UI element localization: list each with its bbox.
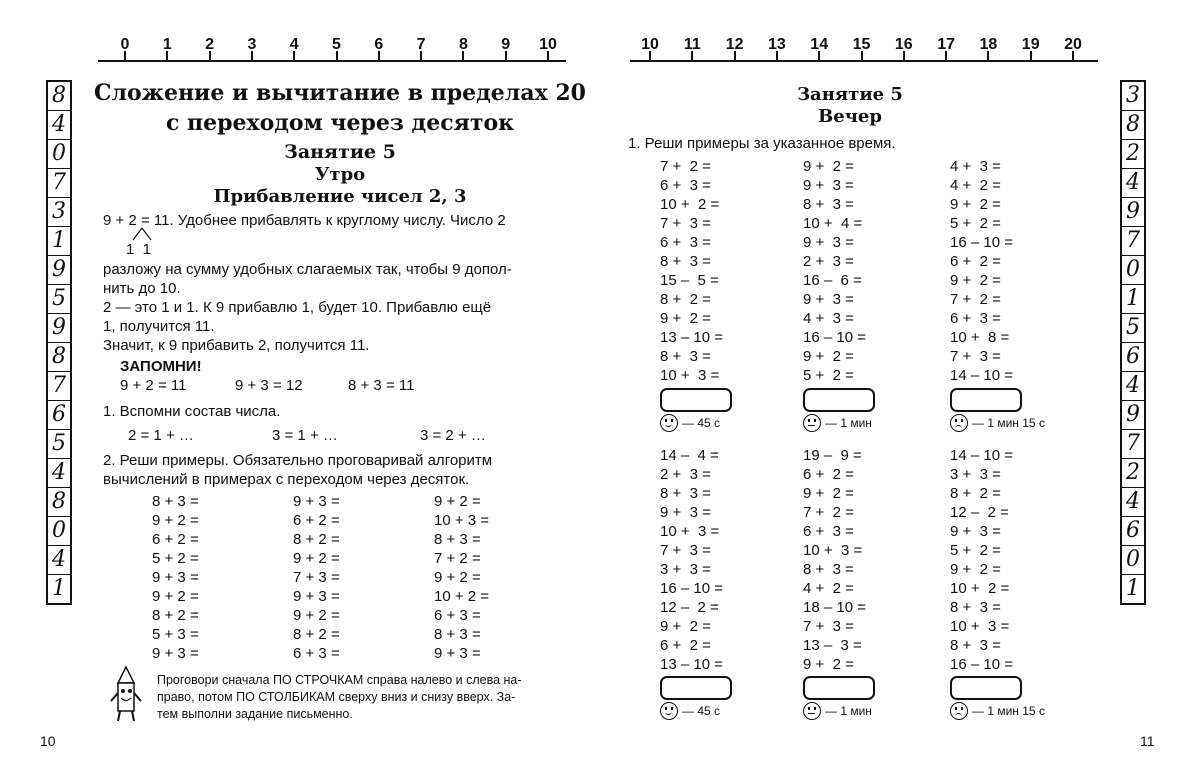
answer-time-box: [803, 676, 875, 700]
remember-item: 9 + 3 = 12: [235, 377, 303, 394]
math-example: 6 + 2 =: [950, 253, 1001, 270]
ruler-number: 15: [852, 36, 871, 53]
math-example: 5 + 2 =: [803, 367, 854, 384]
task2-heading: 2. Реши примеры. Обязательно проговаривай алгоритм: [103, 452, 493, 469]
strip-digit: 1: [1126, 576, 1140, 601]
time-limit-label: [803, 702, 872, 720]
ruler-number: 10: [539, 36, 557, 53]
note-line: право, потом ПО СТОЛБИКАМ сверху вниз и снизу вверх. За-: [157, 690, 516, 704]
math-example: 8 + 2 =: [293, 626, 340, 643]
ruler-number: 16: [894, 36, 913, 53]
math-example: 7 + 3 =: [660, 215, 711, 232]
smiley-face-icon: [660, 702, 678, 720]
neutral-face-icon: [803, 414, 821, 432]
math-example: 7 + 2 =: [803, 504, 854, 521]
math-example: 8 + 3 =: [950, 599, 1001, 616]
math-example: 7 + 3 =: [293, 569, 340, 586]
strip-digit: 9: [48, 256, 70, 285]
strip-digit: 2: [1122, 459, 1144, 488]
strip-digit: 5: [48, 285, 70, 314]
math-example: 18 – 10 =: [803, 599, 866, 616]
strip-digit: 3: [1122, 82, 1144, 111]
remember-item: 8 + 3 = 11: [348, 377, 415, 394]
strip-digit: 7: [1122, 430, 1144, 459]
strip-digit: 4: [1122, 488, 1144, 517]
math-example: 4 + 3 =: [803, 310, 854, 327]
number-composition: 3 = 2 + …: [420, 427, 486, 444]
math-example: 7 + 3 =: [660, 542, 711, 559]
ruler-line: [630, 60, 1098, 62]
math-example: 6 + 3 =: [660, 234, 711, 251]
ruler-number: 4: [289, 36, 299, 53]
math-example: 16 – 6 =: [803, 272, 862, 289]
math-example: 9 + 3 =: [950, 523, 1001, 540]
math-example: 4 + 2 =: [803, 580, 854, 597]
math-example: 8 + 3 =: [660, 348, 711, 365]
session-heading: Утро: [314, 164, 366, 185]
explanation-line: 2 — это 1 и 1. К 9 прибавлю 1, будет 10. Прибавлю ещё: [103, 299, 492, 316]
math-example: 10 + 3 =: [950, 618, 1010, 635]
math-example: 9 + 2 =: [434, 569, 481, 586]
math-example: 9 + 2 =: [660, 310, 711, 327]
math-example: 8 + 3 =: [803, 561, 854, 578]
sad-face-icon: [950, 702, 968, 720]
math-example: 8 + 3 =: [434, 626, 481, 643]
math-example: 6 + 2 =: [660, 637, 711, 654]
math-example: 10 + 3 =: [660, 523, 720, 540]
ruler-number: 19: [1021, 36, 1040, 53]
lesson-heading: Занятие 5: [284, 141, 396, 163]
mouth: [665, 421, 672, 427]
math-example: 7 + 3 =: [950, 348, 1001, 365]
strip-digit: 0: [48, 140, 70, 169]
math-example: 10 + 2 =: [434, 588, 490, 605]
math-example: 8 + 3 =: [660, 485, 711, 502]
strip-digit: 3: [48, 198, 70, 227]
math-example: 3 + 3 =: [950, 466, 1001, 483]
math-example: 6 + 3 =: [803, 523, 854, 540]
math-example: 6 + 2 =: [293, 512, 340, 529]
math-example: 5 + 2 =: [152, 550, 199, 567]
math-example: 13 – 10 =: [660, 329, 723, 346]
ruler-number: 6: [374, 36, 384, 53]
note-line: тем выполни задание письменно.: [157, 707, 353, 721]
math-example: 9 + 2 =: [950, 196, 1001, 213]
math-example: 6 + 2 =: [803, 466, 854, 483]
math-example: 9 + 3 =: [660, 504, 711, 521]
strip-digit: 0: [1122, 256, 1144, 285]
strip-digit: 9: [48, 314, 70, 343]
math-example: 8 + 2 =: [660, 291, 711, 308]
mouth: [955, 713, 962, 719]
math-example: 9 + 2 =: [803, 158, 854, 175]
page-title-line1: Сложение и вычитание в пределах 20: [94, 80, 586, 106]
explanation-line: Значит, к 9 прибавить 2, получится 11.: [103, 337, 370, 354]
strip-digit: 6: [1122, 343, 1144, 372]
math-example: 19 – 9 =: [803, 447, 862, 464]
ruler-number: 1: [162, 36, 172, 53]
math-example: 15 – 5 =: [660, 272, 719, 289]
math-example: 14 – 4 =: [660, 447, 719, 464]
split-arrows-icon: [122, 227, 162, 241]
math-example: 2 + 3 =: [660, 466, 711, 483]
strip-digit: 6: [48, 401, 70, 430]
math-example: 14 – 10 =: [950, 447, 1013, 464]
time-limit-label: [660, 702, 720, 720]
ruler-number: 12: [725, 36, 744, 53]
math-example: 9 + 3 =: [152, 569, 199, 586]
time-limit-text: — 1 мин: [825, 704, 872, 718]
math-example: 9 + 3 =: [293, 493, 340, 510]
sad-face-icon: [950, 414, 968, 432]
task1-heading: 1. Реши примеры за указанное время.: [628, 135, 896, 152]
explanation-line: нить до 10.: [103, 280, 181, 297]
math-example: 8 + 3 =: [434, 531, 481, 548]
strip-digit: 4: [48, 111, 70, 140]
math-example: 2 + 3 =: [803, 253, 854, 270]
time-limit-label: [803, 414, 872, 432]
math-example: 5 + 3 =: [152, 626, 199, 643]
strip-digit: 0: [1122, 546, 1144, 575]
page-number-right: 11: [1140, 733, 1155, 749]
math-example: 9 + 3 =: [434, 645, 481, 662]
strip-digit: 4: [48, 459, 70, 488]
math-example: 12 – 2 =: [950, 504, 1009, 521]
ruler-number: 17: [937, 36, 955, 53]
strip-digit: 2: [1122, 140, 1144, 169]
mouth: [808, 425, 815, 426]
explanation-line: 9 + 2 = 11. Удобнее прибавлять к круглому числу. Число 2: [103, 212, 506, 229]
math-example: 9 + 2 =: [660, 618, 711, 635]
math-example: 9 + 2 =: [803, 348, 854, 365]
time-limit-text: — 1 мин: [825, 416, 872, 430]
explanation-line: разложу на сумму удобных слагаемых так, чтобы 9 допол-: [103, 261, 512, 278]
ruler-number: 0: [120, 36, 130, 53]
answer-time-box: [660, 388, 732, 412]
answer-time-box: [660, 676, 732, 700]
math-example: 6 + 3 =: [950, 310, 1001, 327]
math-example: 13 – 3 =: [803, 637, 862, 654]
ruler-number: 3: [247, 36, 257, 53]
time-limit-label: [950, 414, 1045, 432]
ruler-number: 9: [501, 36, 511, 53]
ruler-number: 14: [810, 36, 829, 53]
math-example: 8 + 2 =: [950, 485, 1001, 502]
strip-digit: 4: [48, 546, 70, 575]
math-example: 12 – 2 =: [660, 599, 719, 616]
math-example: 9 + 2 =: [293, 550, 340, 567]
ruler-number: 7: [416, 36, 426, 53]
strip-digit: 9: [1122, 198, 1144, 227]
math-example: 9 + 2 =: [434, 493, 481, 510]
number-composition: 3 = 1 + …: [272, 427, 338, 444]
number-composition: 2 = 1 + …: [128, 427, 194, 444]
math-example: 16 – 10 =: [803, 329, 866, 346]
explanation-line: 1, получится 11.: [103, 318, 215, 335]
strip-digit: 8: [48, 82, 70, 111]
instruction-note: [157, 672, 522, 723]
mouth: [665, 709, 672, 715]
strip-digit: 7: [48, 169, 70, 198]
strip-digit: 7: [48, 372, 70, 401]
math-example: 8 + 3 =: [152, 493, 199, 510]
mouth: [955, 425, 962, 431]
time-limit-label: [950, 702, 1045, 720]
strip-digit: 4: [1122, 169, 1144, 198]
math-example: 5 + 2 =: [950, 215, 1001, 232]
math-example: 8 + 3 =: [803, 196, 854, 213]
session-heading: Вечер: [818, 106, 882, 127]
topic-heading: Прибавление чисел 2, 3: [213, 186, 467, 207]
math-example: 3 + 3 =: [660, 561, 711, 578]
answer-time-box: [950, 676, 1022, 700]
math-example: 4 + 3 =: [950, 158, 1001, 175]
strip-digit: 8: [48, 343, 70, 372]
math-example: 14 – 10 =: [950, 367, 1013, 384]
page-number-left: 10: [40, 733, 56, 749]
strip-digit: 6: [1122, 517, 1144, 546]
math-example: 16 – 10 =: [950, 234, 1013, 251]
note-line: Проговори сначала ПО СТРОЧКАМ справа налево и слева на-: [157, 673, 522, 687]
ruler-number: 10: [641, 36, 659, 53]
math-example: 5 + 2 =: [950, 542, 1001, 559]
math-example: 9 + 3 =: [803, 234, 854, 251]
smiley-face-icon: [660, 414, 678, 432]
ruler-number: 11: [683, 36, 701, 53]
strip-digit: 9: [1122, 401, 1144, 430]
right-digit-strip: [1120, 80, 1146, 605]
remember-item: 9 + 2 = 11: [120, 377, 187, 394]
task1-heading: 1. Вспомни состав числа.: [103, 403, 281, 420]
math-example: 6 + 3 =: [434, 607, 481, 624]
math-example: 10 + 3 =: [660, 367, 720, 384]
neutral-face-icon: [803, 702, 821, 720]
strip-digit: 1: [48, 227, 70, 256]
strip-digit: 5: [1122, 314, 1144, 343]
strip-digit: 1: [52, 576, 66, 601]
ruler-number: 18: [979, 36, 998, 53]
math-example: 8 + 3 =: [660, 253, 711, 270]
answer-time-box: [803, 388, 875, 412]
math-example: 16 – 10 =: [660, 580, 723, 597]
math-example: 10 + 3 =: [434, 512, 490, 529]
ruler-number: 8: [458, 36, 468, 53]
time-limit-text: — 45 с: [682, 704, 721, 718]
math-example: 10 + 4 =: [803, 215, 863, 232]
page-title-line2: с переходом через десяток: [165, 110, 515, 136]
strip-digit: 8: [1122, 111, 1144, 140]
math-example: 9 + 3 =: [803, 291, 854, 308]
left-digit-strip: [46, 80, 72, 605]
ruler-number: 20: [1064, 36, 1082, 53]
strip-digit: 0: [48, 517, 70, 546]
remember-label: ЗАПОМНИ!: [120, 358, 202, 375]
lesson-heading: Занятие 5: [797, 84, 903, 105]
time-limit-text: — 1 мин 15 с: [972, 704, 1045, 718]
ruler-number: 2: [205, 36, 215, 53]
strip-digit: 4: [1122, 372, 1144, 401]
math-example: 9 + 3 =: [293, 588, 340, 605]
pencil-mascot-icon: [108, 665, 144, 725]
math-example: 10 + 2 =: [950, 580, 1010, 597]
strip-digit: 5: [48, 430, 70, 459]
math-example: 10 + 2 =: [660, 196, 720, 213]
math-example: 7 + 2 =: [434, 550, 481, 567]
math-example: 4 + 2 =: [950, 177, 1001, 194]
math-example: 9 + 2 =: [152, 588, 199, 605]
math-example: 9 + 2 =: [950, 272, 1001, 289]
math-example: 6 + 2 =: [152, 531, 199, 548]
math-example: 7 + 2 =: [950, 291, 1001, 308]
answer-time-box: [950, 388, 1022, 412]
strip-digit: 7: [1122, 227, 1144, 256]
math-example: 13 – 10 =: [660, 656, 723, 673]
math-example: 9 + 2 =: [950, 561, 1001, 578]
math-example: 9 + 2 =: [152, 512, 199, 529]
math-example: 10 + 8 =: [950, 329, 1010, 346]
strip-digit: 8: [48, 488, 70, 517]
mouth: [808, 713, 815, 714]
math-example: 16 – 10 =: [950, 656, 1013, 673]
split-parts: 1 1: [126, 241, 152, 258]
task2-heading: вычислений в примерах с переходом через десяток.: [103, 471, 470, 488]
math-example: 10 + 3 =: [803, 542, 863, 559]
ruler-number: 5: [332, 36, 341, 53]
math-example: 7 + 3 =: [803, 618, 854, 635]
time-limit-text: — 45 с: [682, 416, 721, 430]
math-example: 9 + 2 =: [293, 607, 340, 624]
math-example: 9 + 2 =: [803, 485, 854, 502]
ruler-number: 13: [767, 36, 786, 53]
math-example: 8 + 3 =: [950, 637, 1001, 654]
math-example: 9 + 3 =: [152, 645, 199, 662]
math-example: 6 + 3 =: [293, 645, 340, 662]
math-example: 8 + 2 =: [293, 531, 340, 548]
time-limit-label: [660, 414, 720, 432]
math-example: 7 + 2 =: [660, 158, 711, 175]
math-example: 9 + 3 =: [803, 177, 854, 194]
math-example: 8 + 2 =: [152, 607, 199, 624]
math-example: 9 + 2 =: [803, 656, 854, 673]
math-example: 6 + 3 =: [660, 177, 711, 194]
time-limit-text: — 1 мин 15 с: [972, 416, 1045, 430]
strip-digit: 1: [1122, 285, 1144, 314]
